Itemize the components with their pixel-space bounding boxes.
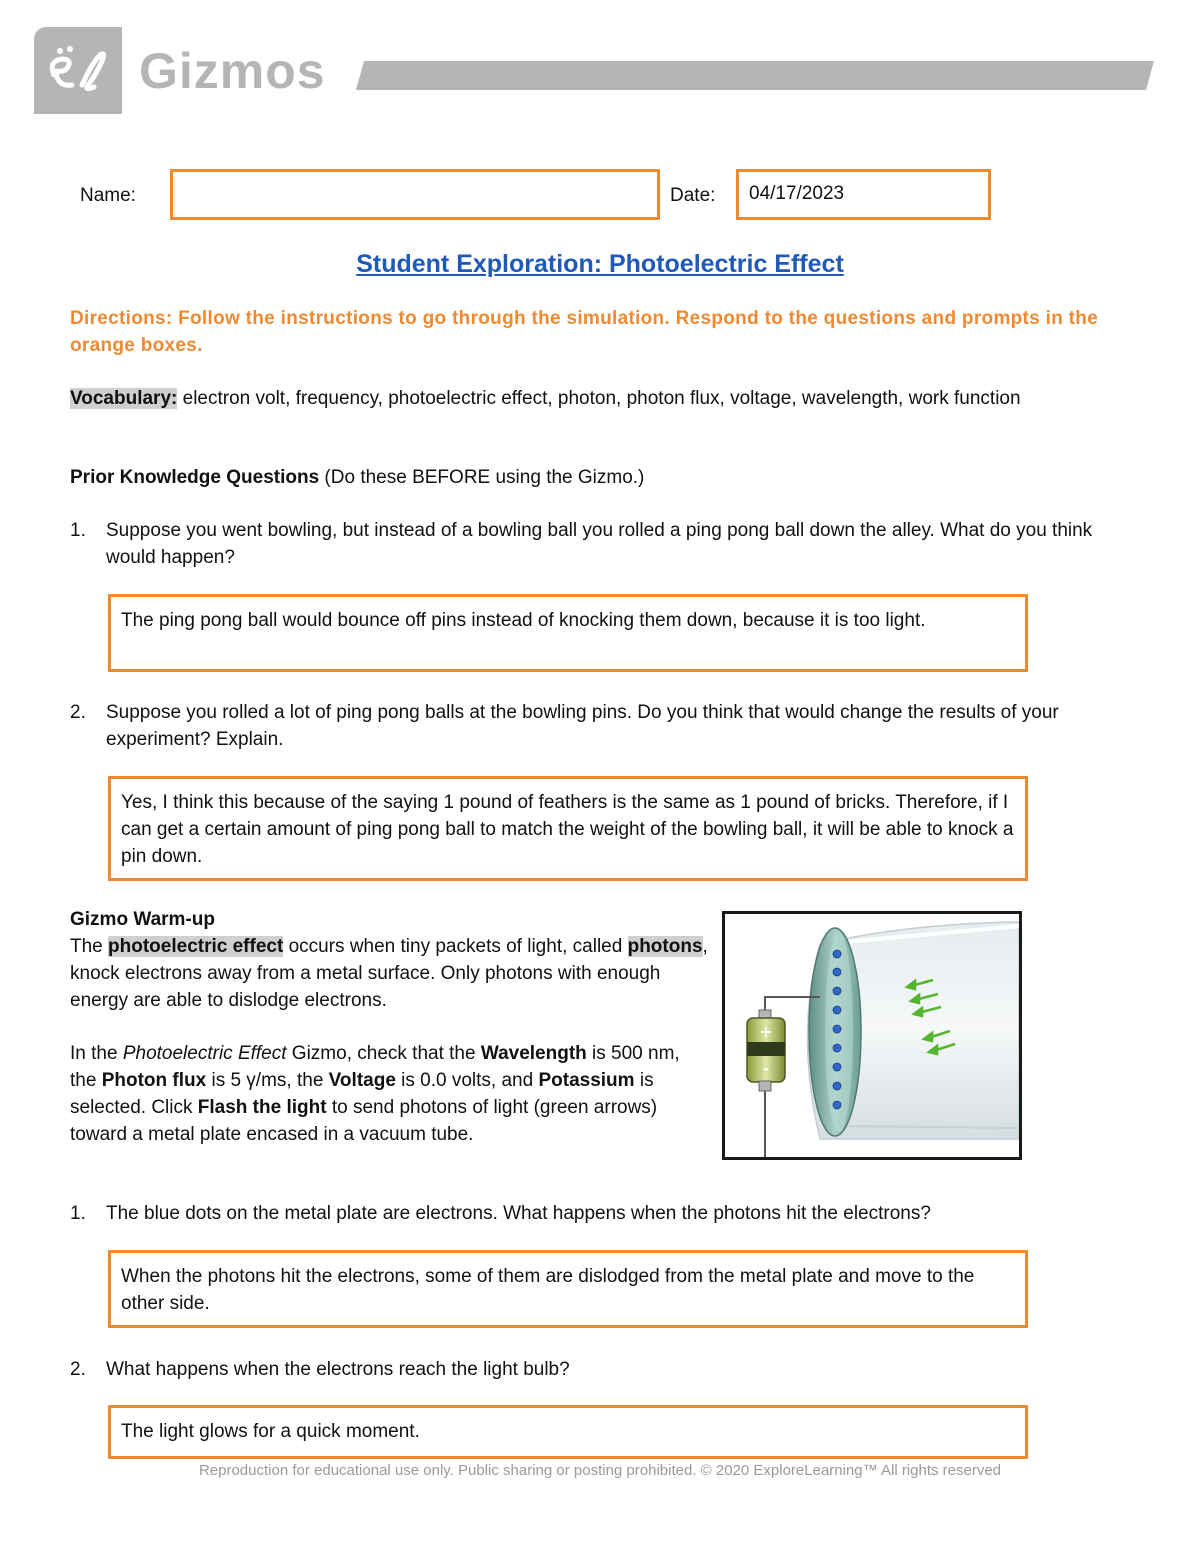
- text: , knock electrons away from a metal surface. Only photons with enough energy are able to dislodge electrons.: [70, 936, 708, 1011]
- question-number: 1.: [70, 520, 86, 541]
- vocabulary-text: electron volt, frequency, photoelectric effect, photon, photon flux, voltage, wavelength, work function: [177, 388, 1021, 409]
- gizmo-name: Photoelectric Effect: [122, 1043, 287, 1064]
- text: is 5 γ/ms, the: [206, 1070, 329, 1091]
- question-text: Suppose you rolled a lot of ping pong balls at the bowling pins. Do you think that would change the results of your experiment? Explain.: [106, 702, 1059, 750]
- prior-question-2: [70, 699, 1130, 753]
- text: is selected. Click: [70, 1070, 654, 1118]
- name-label: Name:: [80, 185, 136, 206]
- warmup-question-2: [70, 1356, 1130, 1383]
- prior-question-1: [70, 517, 1130, 571]
- vocabulary-label: Vocabulary:: [70, 388, 178, 409]
- text: is 500 nm, the: [70, 1043, 680, 1091]
- text: The: [70, 936, 109, 957]
- flash-the-light: Flash the light: [197, 1097, 327, 1118]
- name-field[interactable]: [170, 169, 660, 220]
- photoelectric-figure: [722, 911, 1022, 1160]
- battery-plus: +: [759, 1022, 773, 1041]
- warmup-heading: Gizmo Warm-up: [70, 909, 215, 930]
- setting-wavelength: Wavelength: [480, 1043, 587, 1064]
- header-stripe: [356, 61, 1154, 90]
- page-title: Student Exploration: Photoelectric Effect: [356, 250, 844, 278]
- explorelearning-logo: [34, 27, 122, 114]
- warmup-paragraph-1: [70, 933, 710, 1014]
- warmup-answer-2[interactable]: The light glows for a quick moment.: [108, 1405, 1028, 1459]
- prior-knowledge-title: Prior Knowledge Questions: [70, 467, 320, 488]
- warmup-section: [70, 906, 710, 1148]
- term-photons: photons: [627, 936, 703, 957]
- warmup-answer-1[interactable]: When the photons hit the electrons, some of them are dislodged from the metal plate and move to the other side.: [108, 1250, 1028, 1328]
- text: to send photons of light (green arrows) toward a metal plate encased in a vacuum tube.: [70, 1097, 658, 1145]
- setting-photon-flux: Photon flux: [101, 1070, 207, 1091]
- text: Gizmo, check that the: [286, 1043, 481, 1064]
- text: In the: [70, 1043, 123, 1064]
- text: occurs when tiny packets of light, called: [283, 936, 628, 957]
- electron-dots: [833, 950, 841, 1109]
- prior-answer-1[interactable]: The ping pong ball would bounce off pins instead of knocking them down, because it is too light.: [108, 594, 1028, 672]
- gizmos-brand: Gizmos: [139, 43, 326, 99]
- question-text: Suppose you went bowling, but instead of a bowling ball you rolled a ping pong ball down the alley. What do you think would happen?: [106, 520, 1093, 568]
- date-label: Date:: [670, 185, 716, 206]
- warmup-question-1: [70, 1200, 1130, 1227]
- setting-voltage: Voltage: [328, 1070, 396, 1091]
- question-number: 2.: [70, 702, 86, 723]
- warmup-paragraph-2: [70, 1040, 690, 1148]
- date-field[interactable]: 04/17/2023: [736, 169, 991, 220]
- el-logo-icon: [46, 45, 110, 97]
- prior-answer-2[interactable]: Yes, I think this because of the saying 1 pound of feathers is the same as 1 pound of bricks. Therefore, if I can get a certain amount of ping pong ball to match the weight of the bowling ball, it will be able to knock a pin down.: [108, 776, 1028, 881]
- question-text: The blue dots on the metal plate are electrons. What happens when the photons hit the electrons?: [106, 1203, 931, 1224]
- directions: Directions: Follow the instructions to go through the simulation. Respond to the questions and prompts in the orange boxes.: [70, 308, 1099, 356]
- setting-potassium: Potassium: [538, 1070, 635, 1091]
- prior-knowledge-note: (Do these BEFORE using the Gizmo.): [319, 467, 645, 488]
- vocabulary: [70, 386, 1130, 412]
- prior-knowledge-heading: [70, 465, 1130, 491]
- question-text: What happens when the electrons reach the light bulb?: [106, 1359, 570, 1380]
- question-number: 1.: [70, 1203, 86, 1224]
- question-number: 2.: [70, 1359, 86, 1380]
- battery-minus: -: [762, 1059, 770, 1078]
- text: is 0.0 volts, and: [395, 1070, 539, 1091]
- term-photoelectric-effect: photoelectric effect: [108, 936, 284, 957]
- copyright-footer: Reproduction for educational use only. Public sharing or posting prohibited. © 2020 ExploreLearning™ All rights reserved: [198, 1462, 1002, 1479]
